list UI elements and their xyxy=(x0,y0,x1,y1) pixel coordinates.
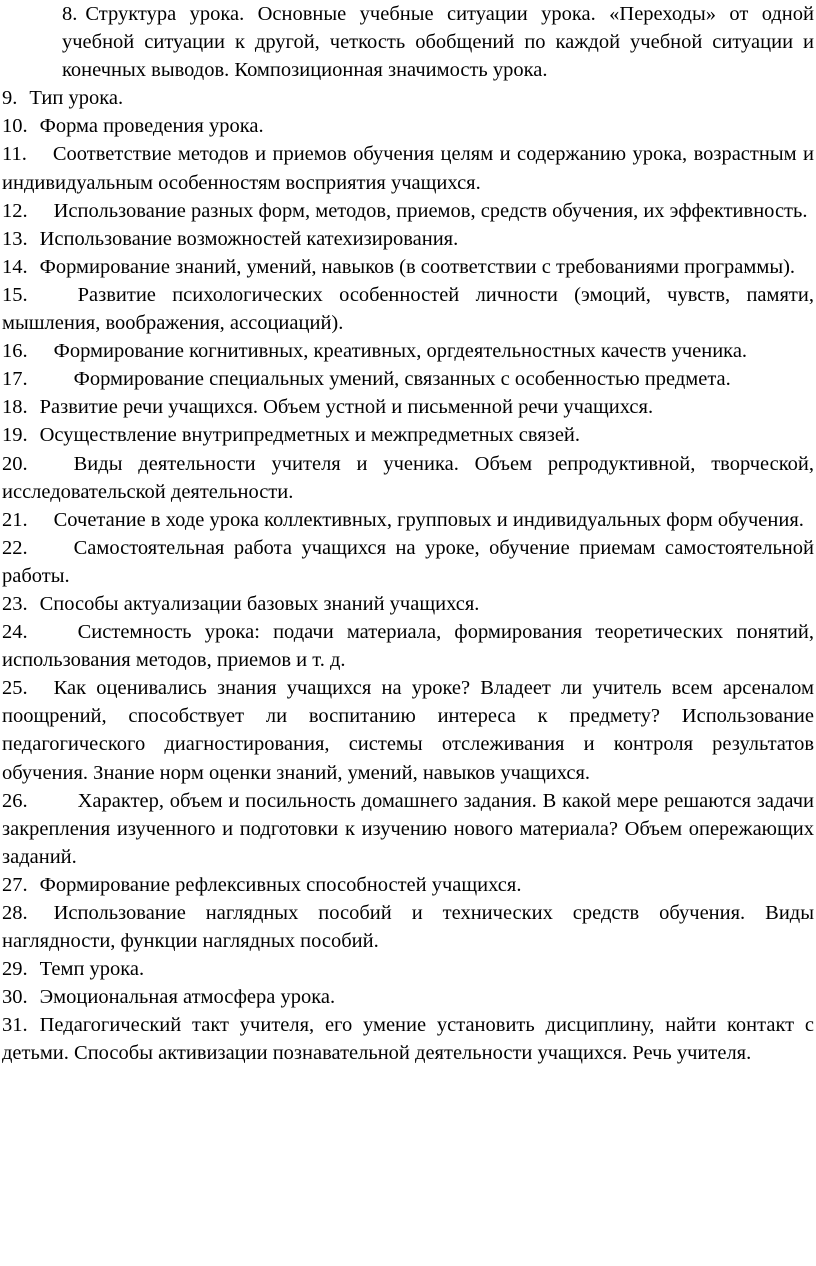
item-number: 23. xyxy=(2,592,28,615)
item-text: Темп урока. xyxy=(39,958,145,981)
item-text: Самостоятельная работа учащихся на уроке, обучение приемам самостоятельной работы. xyxy=(2,536,814,587)
list-item xyxy=(2,618,814,674)
list-item xyxy=(2,281,814,337)
item-text: Использование возможностей катехизирования. xyxy=(39,227,459,250)
list-item xyxy=(2,421,814,449)
item-text: Использование наглядных пособий и технических средств обучения. Виды наглядности, функции наглядных пособий. xyxy=(2,902,814,953)
list-item xyxy=(2,197,814,225)
item-number: 28. xyxy=(2,902,28,924)
item-number: 22. xyxy=(2,536,28,559)
item-number: 25. xyxy=(2,677,28,700)
item-text: Использование разных форм, методов, приемов, средств обучения, их эффективность. xyxy=(53,199,808,222)
list-item xyxy=(2,983,814,1011)
list-item xyxy=(2,140,814,196)
item-text: Формирование когнитивных, креативных, оргдеятельностных качеств ученика. xyxy=(53,340,748,363)
list-item xyxy=(2,450,814,506)
item-text: Структура урока. Основные учебные ситуации урока. «Переходы» от одной учебной ситуации к другой, четкость обобщений по каждой учебной ситуации и конечных выводов. Композиционная значимость урока. xyxy=(62,3,814,82)
list-item xyxy=(2,253,814,281)
item-number: 16. xyxy=(2,340,28,363)
item-text: Формирование рефлексивных способностей учащихся. xyxy=(39,873,522,896)
item-text: Виды деятельности учителя и ученика. Объем репродуктивной, творческой, исследовательской деятельности. xyxy=(2,452,814,503)
list-item xyxy=(2,674,814,786)
item-text: Педагогический такт учителя, его умение установить дисциплину, найти контакт с детьми. Способы активизации познавательной деятельности учащихся. Речь учителя. xyxy=(2,1014,814,1065)
item-text: Формирование знаний, умений, навыков (в соответствии с требованиями программы). xyxy=(39,255,796,278)
list-item xyxy=(2,225,814,253)
list-item xyxy=(2,871,814,899)
list-item xyxy=(2,506,814,534)
list-item xyxy=(2,955,814,983)
list-item xyxy=(2,534,814,590)
item-number: 13. xyxy=(2,227,28,250)
item-number: 30. xyxy=(2,986,28,1009)
item-number: 20. xyxy=(2,452,28,475)
list-item xyxy=(2,393,814,421)
item-number: 24. xyxy=(2,621,28,644)
list-item xyxy=(2,0,814,84)
item-number: 18. xyxy=(2,396,28,419)
item-number: 9. xyxy=(2,87,18,110)
list-item xyxy=(2,1011,814,1067)
item-number: 17. xyxy=(2,368,28,391)
list-item xyxy=(2,365,814,393)
item-number: 29. xyxy=(2,958,28,981)
item-text: Сочетание в ходе урока коллективных, групповых и индивидуальных форм обучения. xyxy=(53,508,804,531)
list-item xyxy=(2,899,814,955)
item-number: 27. xyxy=(2,873,28,896)
item-text: Эмоциональная атмосфера урока. xyxy=(39,986,336,1009)
item-number: 8. xyxy=(62,3,78,25)
list-item xyxy=(2,787,814,871)
item-text: Формирование специальных умений, связанных с особенностью предмета. xyxy=(73,368,731,391)
item-number: 31. xyxy=(2,1014,28,1037)
document-page xyxy=(2,0,814,1068)
item-number: 15. xyxy=(2,283,28,306)
item-text: Тип урока. xyxy=(29,87,124,110)
item-text: Развитие речи учащихся. Объем устной и письменной речи учащихся. xyxy=(39,396,654,419)
item-text: Как оценивались знания учащихся на уроке? Владеет ли учитель всем арсеналом поощрений, способствует ли воспитанию интереса к предмету? Использование педагогического диагностирования, системы отслеживания и контроля результатов обучения. Знание норм оценки знаний, умений, навыков учащихся. xyxy=(2,677,814,784)
item-number: 14. xyxy=(2,255,28,278)
list-item xyxy=(2,590,814,618)
item-number: 19. xyxy=(2,424,28,447)
item-number: 21. xyxy=(2,508,28,531)
item-text: Характер, объем и посильность домашнего задания. В какой мере решаются задачи закрепления изученного и подготовки к изучению нового материала? Объем опережающих заданий. xyxy=(2,789,814,868)
list-item xyxy=(2,112,814,140)
item-text: Осуществление внутрипредметных и межпредметных связей. xyxy=(39,424,581,447)
item-number: 10. xyxy=(2,115,28,138)
item-number: 12. xyxy=(2,199,28,222)
item-text: Развитие психологических особенностей личности (эмоций, чувств, памяти, мышления, воображения, ассоциаций). xyxy=(2,283,814,335)
list-item xyxy=(2,337,814,365)
item-text: Способы актуализации базовых знаний учащихся. xyxy=(39,592,480,615)
item-text: Форма проведения урока. xyxy=(39,115,264,138)
item-text: Системность урока: подачи материала, формирования теоретических понятий, использования методов, приемов и т. д. xyxy=(2,621,814,672)
item-number: 26. xyxy=(2,789,28,812)
item-text: Соответствие методов и приемов обучения целям и содержанию урока, возрастным и индивидуальным особенностям восприятия учащихся. xyxy=(2,143,814,194)
item-number: 11. xyxy=(2,143,27,166)
list-item xyxy=(2,84,814,112)
